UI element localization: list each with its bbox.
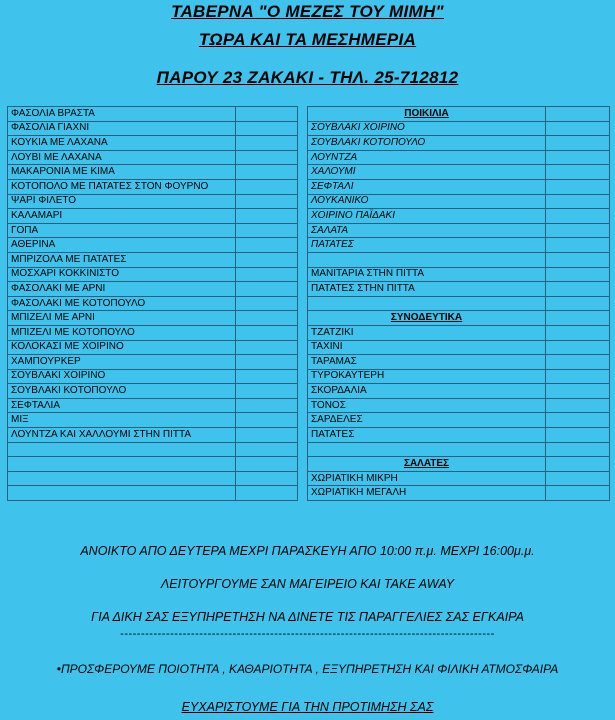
menu-row	[8, 179, 298, 194]
address-phone: ΠΑΡΟΥ 23 ΖΑΚΑΚΙ - ΤΗΛ. 25-712812	[156, 68, 459, 87]
menu-row	[308, 165, 610, 180]
menu-row	[308, 398, 610, 413]
menu-row	[308, 282, 610, 297]
thank-you-note: ΕΥΧΑΡΙΣΤΟΥΜΕ ΓΙΑ ΤΗΝ ΠΡΟΤΙΜΗΣΗ ΣΑΣ	[181, 700, 434, 714]
menu-row	[8, 194, 298, 209]
menu-row	[308, 471, 610, 486]
menu-row	[8, 471, 298, 486]
dish-price-cell	[236, 150, 298, 165]
item-price-cell	[546, 428, 610, 443]
dish-price-cell	[236, 136, 298, 151]
item-name: ΣΟΥΒΛΑΚΙ ΧΟΙΡΙΝΟ	[308, 121, 546, 136]
dish-price-cell	[236, 209, 298, 224]
item-name: ΣΑΡΔΕΛΕΣ	[308, 413, 546, 428]
dish-name	[8, 486, 236, 501]
menu-row	[308, 325, 610, 340]
dish-price-cell	[236, 340, 298, 355]
menu-row	[308, 355, 610, 370]
section-header-row	[308, 107, 610, 122]
item-price-cell	[546, 369, 610, 384]
dish-name: ΦΑΣΟΛΙΑ ΒΡΑΣΤΑ	[8, 107, 236, 122]
menu-row	[8, 136, 298, 151]
dish-price-cell	[236, 384, 298, 399]
dish-price-cell	[236, 223, 298, 238]
dish-name	[8, 471, 236, 486]
item-price-cell	[546, 121, 610, 136]
item-name: ΤΑΧΙΝΙ	[308, 340, 546, 355]
menu-row	[8, 282, 298, 297]
section-title: ΠΟΙΚΙΛΙΑ	[308, 107, 546, 122]
dish-name: ΛΟΥΒΙ ΜΕ ΛΑΧΑΝΑ	[8, 150, 236, 165]
item-price-cell	[546, 471, 610, 486]
dish-name: ΨΑΡΙ ΦΙΛΕΤΟ	[8, 194, 236, 209]
menu-row	[8, 223, 298, 238]
menu-row	[308, 442, 610, 457]
menu-row	[8, 209, 298, 224]
item-price-cell	[546, 238, 610, 253]
dish-name: ΚΑΛΑΜΑΡΙ	[8, 209, 236, 224]
dish-price-cell	[236, 311, 298, 326]
dish-name	[8, 442, 236, 457]
menu-row	[8, 428, 298, 443]
section-header-row	[308, 457, 610, 472]
item-price-cell	[546, 413, 610, 428]
dish-price-cell	[236, 179, 298, 194]
menu-row	[8, 238, 298, 253]
dish-price-cell	[236, 413, 298, 428]
dish-name: ΦΑΣΟΛΑΚΙ ΜΕ ΚΟΤΟΠΟΥΛΟ	[8, 296, 236, 311]
item-name: ΣΑΛΑΤΑ	[308, 223, 546, 238]
item-price-cell	[546, 340, 610, 355]
item-price-cell	[546, 194, 610, 209]
item-name: ΜΑΝΙΤΑΡΙΑ ΣΤΗΝ ΠΙΤΤΑ	[308, 267, 546, 282]
item-price-cell	[546, 179, 610, 194]
dish-price-cell	[236, 107, 298, 122]
item-name: ΤΟΝΟΣ	[308, 398, 546, 413]
item-price-cell	[546, 165, 610, 180]
dish-price-cell	[236, 428, 298, 443]
menu-row	[308, 413, 610, 428]
menu-row	[8, 398, 298, 413]
dish-price-cell	[236, 252, 298, 267]
dish-name: ΜΠΙΖΕΛΙ ΜΕ ΑΡΝΙ	[8, 311, 236, 326]
dish-name: ΚΟΛΟΚΑΣΙ ΜΕ ΧΟΙΡΙΝΟ	[8, 340, 236, 355]
dish-price-cell	[236, 325, 298, 340]
item-name: ΠΑΤΑΤΕΣ	[308, 238, 546, 253]
dish-price-cell	[236, 486, 298, 501]
menu-row	[8, 486, 298, 501]
dish-name: ΜΠΙΖΕΛΙ ΜΕ ΚΟΤΟΠΟΥΛΟ	[8, 325, 236, 340]
item-name: ΤΖΑΤΖΙΚΙ	[308, 325, 546, 340]
section-title: ΣΑΛΑΤΕΣ	[308, 457, 546, 472]
dish-price-cell	[236, 238, 298, 253]
menu-row	[308, 179, 610, 194]
item-price-cell	[546, 355, 610, 370]
item-name: ΧΟΙΡΙΝΟ ΠΑΪΔΑΚΙ	[308, 209, 546, 224]
item-price-cell	[546, 150, 610, 165]
dish-name: ΛΟΥΝΤΖΑ ΚΑΙ ΧΑΛΛΟΥΜΙ ΣΤΗΝ ΠΙΤΤΑ	[8, 428, 236, 443]
item-price-cell	[546, 252, 610, 267]
order-note: ΓΙΑ ΔΙΚΗ ΣΑΣ ΕΞΥΠΗΡΕΤΗΣΗ ΝΑ ΔΙΝΕΤΕ ΤΙΣ ΠΑΡΑΓΓΕΛΙΕΣ ΣΑΣ ΕΓΚΑΙΡΑ	[91, 610, 524, 624]
menu-row	[308, 486, 610, 501]
dish-price-cell	[236, 296, 298, 311]
item-price-cell	[546, 296, 610, 311]
item-name: ΠΑΤΑΤΕΣ ΣΤΗΝ ΠΙΤΤΑ	[308, 282, 546, 297]
dish-name: ΣΕΦΤΑΛΙΑ	[8, 398, 236, 413]
menu-row	[8, 296, 298, 311]
item-name: ΤΥΡΟΚΑΥΤΕΡΗ	[308, 369, 546, 384]
item-name: ΠΑΤΑΤΕΣ	[308, 428, 546, 443]
quality-statement: •ΠΡΟΣΦΕΡΟΥΜΕ ΠΟΙΟΤΗΤΑ , ΚΑΘΑΡΙΟΤΗΤΑ , ΕΞΥΠΗΡΕΤΗΣΗ ΚΑΙ ΦΙΛΙΚΗ ΑΤΜΟΣΦΑΙΡΑ	[56, 662, 559, 676]
menu-row	[308, 296, 610, 311]
dish-name: ΚΟΥΚΙΑ ΜΕ ΛΑΧΑΝΑ	[8, 136, 236, 151]
menu-row	[8, 369, 298, 384]
dish-price-cell	[236, 121, 298, 136]
dish-name: ΓΟΠΑ	[8, 223, 236, 238]
dish-price-cell	[236, 355, 298, 370]
menu-row	[8, 355, 298, 370]
dish-name: ΜΠΡΙΖΟΛΑ ΜΕ ΠΑΤΑΤΕΣ	[8, 252, 236, 267]
item-name: ΧΑΛΟΥΜΙ	[308, 165, 546, 180]
item-name	[308, 296, 546, 311]
menu-row	[308, 369, 610, 384]
dish-name: ΜΟΣΧΑΡΙ ΚΟΚΚΙΝΙΣΤΟ	[8, 267, 236, 282]
item-price-cell	[546, 223, 610, 238]
item-name: ΧΩΡΙΑΤΙΚΗ ΜΙΚΡΗ	[308, 471, 546, 486]
menu-row	[308, 238, 610, 253]
dish-name: ΣΟΥΒΛΑΚΙ ΧΟΙΡΙΝΟ	[8, 369, 236, 384]
dish-name	[8, 457, 236, 472]
item-price-cell	[546, 442, 610, 457]
menu-row	[8, 413, 298, 428]
menu-row	[8, 121, 298, 136]
menu-row	[308, 194, 610, 209]
tagline: ΤΩΡΑ ΚΑΙ ΤΑ ΜΕΣΗΜΕΡΙΑ	[198, 30, 417, 49]
dish-price-cell	[236, 282, 298, 297]
main-dishes-table	[7, 106, 298, 501]
menu-row	[8, 384, 298, 399]
menu-row	[8, 252, 298, 267]
menu-row	[308, 252, 610, 267]
item-price-cell	[546, 384, 610, 399]
section-title: ΣΥΝΟΔΕΥΤΙΚΑ	[308, 311, 546, 326]
menu-row	[8, 150, 298, 165]
dish-name: ΣΟΥΒΛΑΚΙ ΚΟΤΟΠΟΥΛΟ	[8, 384, 236, 399]
item-name: ΛΟΥΚΑΝΙΚΟ	[308, 194, 546, 209]
menu-row	[308, 340, 610, 355]
item-price-cell	[546, 325, 610, 340]
divider: ------------------------------------------------------------------------------------------	[120, 628, 495, 640]
item-name	[308, 442, 546, 457]
item-name: ΧΩΡΙΑΤΙΚΗ ΜΕΓΑΛΗ	[308, 486, 546, 501]
menu-row	[308, 150, 610, 165]
side-menu-table	[307, 106, 610, 501]
item-name: ΣΕΦΤΑΛΙ	[308, 179, 546, 194]
menu-row	[8, 442, 298, 457]
item-name	[308, 252, 546, 267]
menu-row	[8, 325, 298, 340]
item-name: ΣΚΟΡΔΑΛΙΑ	[308, 384, 546, 399]
dish-price-cell	[236, 194, 298, 209]
dish-name: ΑΘΕΡΙΝΑ	[8, 238, 236, 253]
item-price-cell	[546, 398, 610, 413]
item-price-cell	[546, 457, 610, 472]
menu-row	[308, 223, 610, 238]
dish-price-cell	[236, 398, 298, 413]
menu-row	[308, 209, 610, 224]
restaurant-name: ΤΑΒΕΡΝΑ "Ο ΜΕΖΕΣ ΤΟΥ ΜΙΜΗ"	[171, 2, 444, 21]
item-price-cell	[546, 107, 610, 122]
service-type: ΛΕΙΤΟΥΡΓΟΥΜΕ ΣΑΝ ΜΑΓΕΙΡΕΙΟ ΚΑΙ TAKE AWAY	[160, 577, 455, 591]
dish-price-cell	[236, 457, 298, 472]
item-name: ΤΑΡΑΜΑΣ	[308, 355, 546, 370]
item-name: ΣΟΥΒΛΑΚΙ ΚΟΤΟΠΟΥΛΟ	[308, 136, 546, 151]
dish-price-cell	[236, 369, 298, 384]
dish-name: ΦΑΣΟΛΑΚΙ ΜΕ ΑΡΝΙ	[8, 282, 236, 297]
opening-hours: ΑΝΟΙΚΤΟ ΑΠΟ ΔΕΥΤΕΡΑ ΜΕΧΡΙ ΠΑΡΑΣΚΕΥΗ ΑΠΟ 10:00 π.μ. ΜΕΧΡΙ 16:00μ.μ.	[80, 544, 535, 558]
item-price-cell	[546, 486, 610, 501]
menu-row	[308, 384, 610, 399]
section-header-row	[308, 311, 610, 326]
menu-row	[308, 267, 610, 282]
menu-row	[8, 267, 298, 282]
item-price-cell	[546, 267, 610, 282]
menu-row	[308, 136, 610, 151]
dish-name: ΦΑΣΟΛΙΑ ΓΙΑΧΝΙ	[8, 121, 236, 136]
dish-price-cell	[236, 267, 298, 282]
item-price-cell	[546, 209, 610, 224]
dish-price-cell	[236, 471, 298, 486]
item-name: ΛΟΥΝΤΖΑ	[308, 150, 546, 165]
menu-row	[8, 311, 298, 326]
menu-row	[308, 121, 610, 136]
menu-row	[8, 457, 298, 472]
dish-price-cell	[236, 442, 298, 457]
dish-name: ΚΟΤΟΠΟΛΟ ΜΕ ΠΑΤΑΤΕΣ ΣΤΟΝ ΦΟΥΡΝΟ	[8, 179, 236, 194]
dish-name: ΜΙΞ	[8, 413, 236, 428]
item-price-cell	[546, 282, 610, 297]
dish-name: ΧΑΜΠΟΥΡΚΕΡ	[8, 355, 236, 370]
dish-name: ΜΑΚΑΡΟΝΙΑ ΜΕ ΚΙΜΑ	[8, 165, 236, 180]
item-price-cell	[546, 136, 610, 151]
menu-row	[8, 107, 298, 122]
menu-row	[8, 165, 298, 180]
menu-row	[308, 428, 610, 443]
menu-row	[8, 340, 298, 355]
dish-price-cell	[236, 165, 298, 180]
item-price-cell	[546, 311, 610, 326]
